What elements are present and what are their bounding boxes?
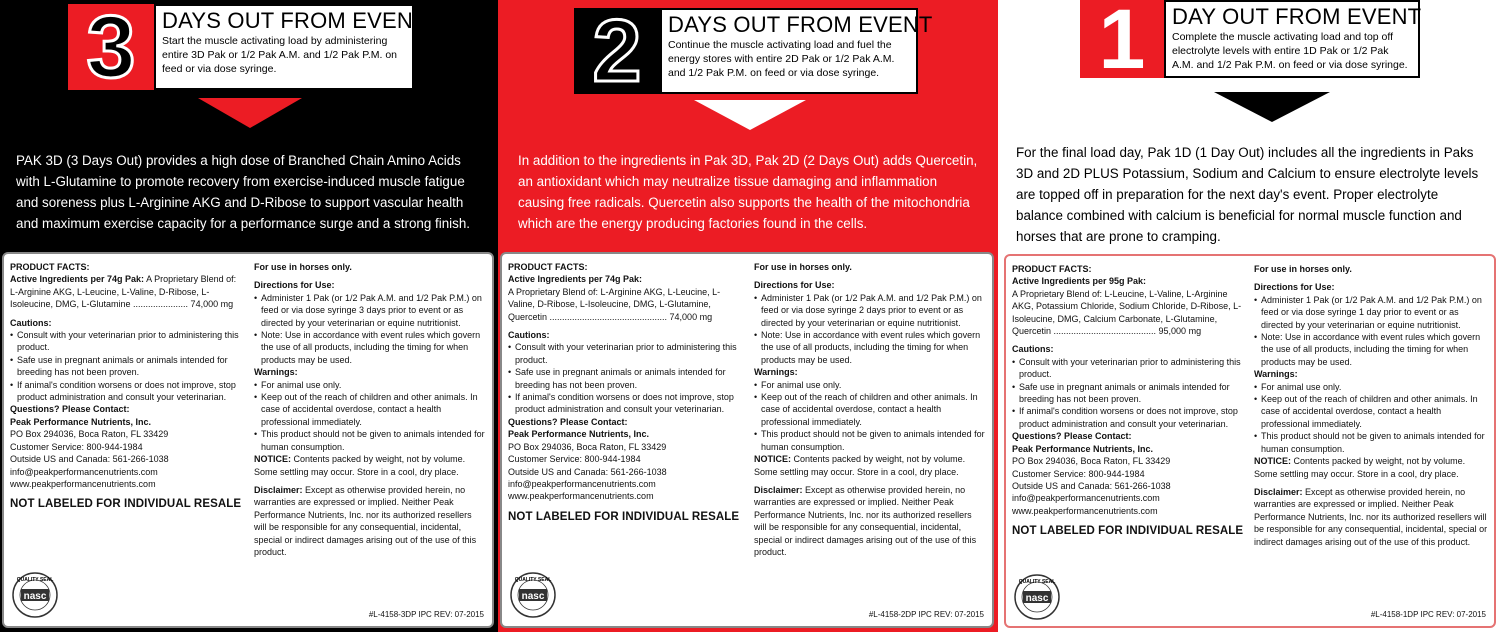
warnings-list bbox=[754, 379, 986, 453]
notice-block bbox=[1254, 455, 1488, 480]
warnings-heading: Warnings: bbox=[754, 367, 798, 378]
panel-3-header bbox=[68, 0, 427, 96]
facts-heading: PRODUCT FACTS: bbox=[508, 262, 588, 272]
company-address: PO Box 294036, Boca Raton, FL 33429 bbox=[1012, 456, 1171, 467]
caution-item: • Consult with your veterinarian prior to administering this product. bbox=[1012, 356, 1246, 381]
disclaimer-text: Except as otherwise provided herein, no warranties are expressed or implied. Neither Peak Performance Nutrients, Inc. nor its authorized resellers will be responsible for any consequential, incidental, special or indirect damages arising out of the use of this product. bbox=[754, 484, 977, 557]
notice-label: NOTICE: bbox=[254, 454, 291, 465]
facts-left-column bbox=[508, 261, 742, 523]
caution-item: • Safe use in pregnant animals or animals intended for breeding has not been proven. bbox=[10, 354, 246, 379]
warnings-list bbox=[1254, 381, 1488, 455]
disclaimer-label: Disclaimer: bbox=[1254, 486, 1303, 497]
notice-label: NOTICE: bbox=[1254, 456, 1291, 467]
day-number: 3 bbox=[86, 0, 136, 96]
direction-note: • Note: Use in accordance with event rules which govern the use of all products, including the timing for when products may be used. bbox=[1254, 331, 1488, 368]
header-box bbox=[660, 8, 933, 94]
warning-item: • Keep out of the reach of children and other animals. In case of accidental overdose, contact a health professional immediately. bbox=[754, 391, 986, 428]
cautions-heading: Cautions: bbox=[508, 330, 550, 341]
outside-us-phone: Outside US and Canada: 561-266-1038 bbox=[508, 466, 667, 477]
cautions-list bbox=[508, 341, 742, 415]
contact-website: www.peakperformancenutrients.com bbox=[508, 491, 654, 502]
horses-only: For use in horses only. bbox=[254, 262, 352, 272]
notice-text: Contents packed by weight, not by volume. Some settling may occur. Store in a cool, dry place. bbox=[254, 454, 466, 477]
company-address: PO Box 294036, Boca Raton, FL 33429 bbox=[508, 441, 667, 452]
company-name: Peak Performance Nutrients, Inc. bbox=[1012, 443, 1154, 454]
facts-right-column bbox=[754, 261, 986, 558]
header-subtitle: Continue the muscle activating load and fuel the energy stores with entire 2D Pak or 1/2 Pak A.M. and 1/2 Pak P.M. on feed or via dose syringe. bbox=[668, 39, 895, 79]
intro-paragraph: For the final load day, Pak 1D (1 Day Out) includes all the ingredients in Paks 3D and 2D PLUS Potassium, Sodium and Calcium to ensure electrolyte levels are topped off in preparation for the next day's event. Proper electrolyte balance combined with calcium is beneficial for normal muscle function and horses that are prone to cramping. bbox=[1016, 145, 1479, 244]
directions-heading: Directions for Use: bbox=[1254, 282, 1335, 293]
seal-mid-text: nasc bbox=[1025, 593, 1049, 604]
disclaimer-label: Disclaimer: bbox=[754, 484, 803, 495]
facts-right-column bbox=[1254, 263, 1488, 548]
notice-text: Contents packed by weight, not by volume. Some settling may occur. Store in a cool, dry place. bbox=[1254, 456, 1466, 479]
cautions-list bbox=[10, 329, 246, 403]
direction-item: • Administer 1 Pak (or 1/2 Pak A.M. and 1/2 Pak P.M.) on feed or via dose syringe 1 day prior to event or as directed by your veterinarian or equine nutritionist. bbox=[1254, 294, 1488, 331]
directions-list bbox=[1254, 294, 1488, 368]
notice-block bbox=[754, 453, 986, 478]
product-facts-box bbox=[1004, 254, 1496, 628]
notice-block bbox=[254, 453, 486, 478]
day-number: 1 bbox=[1098, 0, 1146, 86]
facts-left-column bbox=[1012, 263, 1246, 538]
contact-email: info@peakperformancenutrients.com bbox=[1012, 493, 1160, 504]
disclaimer-block bbox=[754, 484, 986, 558]
not-labeled-notice: NOT LABELED FOR INDIVIDUAL RESALE bbox=[10, 498, 242, 511]
down-arrow-icon bbox=[198, 98, 302, 128]
cautions-list bbox=[1012, 356, 1246, 430]
nasc-quality-seal-icon bbox=[1014, 574, 1060, 620]
not-labeled-notice: NOT LABELED FOR INDIVIDUAL RESALE bbox=[1012, 525, 1244, 538]
label-code: #L-4158-1DP IPC REV: 07-2015 bbox=[1370, 609, 1486, 619]
warning-item: • This product should not be given to animals intended for human consumption. bbox=[1254, 430, 1488, 455]
header-subtitle: Complete the muscle activating load and top off electrolyte levels with entire 1D Pak or 1/2 Pak A.M. and 1/2 Pak P.M. on feed or via dose syringe. bbox=[1172, 31, 1408, 71]
disclaimer-text: Except as otherwise provided herein, no warranties are expressed or implied. Neither Peak Performance Nutrients, Inc. nor its authorized resellers will be responsible for any consequential, incidental, special or indirect damages arising out of the use of this product. bbox=[254, 484, 477, 557]
panel-2-days bbox=[498, 0, 998, 632]
contact-website: www.peakperformancenutrients.com bbox=[1012, 505, 1158, 516]
customer-service-phone: Customer Service: 800-944-1984 bbox=[508, 454, 641, 465]
warning-item: • Keep out of the reach of children and other animals. In case of accidental overdose, contact a health professional immediately. bbox=[254, 391, 486, 428]
directions-heading: Directions for Use: bbox=[754, 280, 835, 291]
disclaimer-block bbox=[1254, 486, 1488, 548]
disclaimer-label: Disclaimer: bbox=[254, 484, 303, 495]
facts-heading: PRODUCT FACTS: bbox=[10, 262, 90, 272]
caution-item: • Consult with your veterinarian prior to administering this product. bbox=[10, 329, 246, 354]
down-arrow-icon bbox=[1214, 92, 1330, 122]
warnings-heading: Warnings: bbox=[254, 367, 298, 378]
notice-label: NOTICE: bbox=[754, 454, 791, 465]
caution-item: • If animal's condition worsens or does not improve, stop product administration and consult your veterinarian. bbox=[508, 391, 742, 416]
day-number-badge bbox=[1080, 0, 1164, 86]
panel-1-header bbox=[1080, 0, 1422, 86]
header-title: DAY OUT FROM EVENT bbox=[1172, 4, 1422, 29]
facts-right-column bbox=[254, 261, 486, 558]
customer-service-phone: Customer Service: 800-944-1984 bbox=[1012, 468, 1145, 479]
seal-top-text: QUALITY SEAL bbox=[16, 577, 54, 583]
day-number-badge bbox=[68, 0, 154, 96]
direction-note: • Note: Use in accordance with event rules which govern the use of all products, including the timing for when products may be used. bbox=[254, 329, 486, 366]
label-code: #L-4158-2DP IPC REV: 07-2015 bbox=[868, 609, 984, 619]
product-facts-box bbox=[500, 252, 994, 628]
warning-item: • Keep out of the reach of children and other animals. In case of accidental overdose, contact a health professional immediately. bbox=[1254, 393, 1488, 430]
ingredients-text: A Proprietary Blend of: L-Leucine, L-Valine, L-Arginine AKG, Potassium Chloride, Sodium Chloride, D-Ribose, L-Isoleucine, DMG, Calcium Carbonate, L-Glutamine, Quercetin ......................................... 95,000 mg bbox=[1012, 288, 1242, 337]
directions-heading: Directions for Use: bbox=[254, 280, 335, 291]
panel-2-header bbox=[574, 1, 933, 100]
ingredients-label: Active Ingredients per 95g Pak: bbox=[1012, 276, 1147, 287]
day-number-badge bbox=[574, 1, 660, 100]
warning-item: • For animal use only. bbox=[254, 379, 486, 391]
contact-website: www.peakperformancenutrients.com bbox=[10, 478, 156, 489]
facts-heading: PRODUCT FACTS: bbox=[1012, 264, 1092, 274]
seal-mid-text: nasc bbox=[521, 591, 545, 602]
cautions-heading: Cautions: bbox=[1012, 344, 1054, 355]
company-address: PO Box 294036, Boca Raton, FL 33429 bbox=[10, 429, 169, 440]
caution-item: • Consult with your veterinarian prior to administering this product. bbox=[508, 341, 742, 366]
warning-item: • For animal use only. bbox=[754, 379, 986, 391]
header-title: DAYS OUT FROM EVENT bbox=[162, 8, 427, 33]
horses-only: For use in horses only. bbox=[1254, 264, 1352, 274]
horses-only: For use in horses only. bbox=[754, 262, 852, 272]
header-subtitle: Start the muscle activating load by administering entire 3D Pak or 1/2 Pak A.M. and 1/2 Pak P.M. on feed or via dose syringe. bbox=[162, 35, 398, 75]
caution-item: • If animal's condition worsens or does not improve, stop product administration and consult your veterinarian. bbox=[10, 379, 246, 404]
nasc-quality-seal-icon bbox=[12, 572, 58, 618]
seal-top-text: QUALITY SEAL bbox=[514, 577, 552, 583]
ingredients-label: Active Ingredients per 74g Pak: bbox=[508, 274, 643, 285]
warnings-list bbox=[254, 379, 486, 453]
label-code: #L-4158-3DP IPC REV: 07-2015 bbox=[368, 609, 484, 619]
product-facts-box bbox=[2, 252, 494, 628]
customer-service-phone: Customer Service: 800-944-1984 bbox=[10, 441, 143, 452]
warning-item: • For animal use only. bbox=[1254, 381, 1488, 393]
notice-text: Contents packed by weight, not by volume. Some settling may occur. Store in a cool, dry place. bbox=[754, 454, 966, 477]
company-name: Peak Performance Nutrients, Inc. bbox=[10, 416, 152, 427]
not-labeled-notice: NOT LABELED FOR INDIVIDUAL RESALE bbox=[508, 510, 740, 523]
header-box bbox=[1164, 0, 1420, 78]
direction-note: • Note: Use in accordance with event rules which govern the use of all products, including the timing for when products may be used. bbox=[754, 329, 986, 366]
intro-paragraph: In addition to the ingredients in Pak 3D, Pak 2D (2 Days Out) adds Quercetin, an antioxidant which may neutralize tissue damaging and inflammation causing free radicals. Quercetin also supports the health of the mitochondria which are the energy producing factories found in the cells. bbox=[518, 153, 978, 231]
day-number: 2 bbox=[592, 1, 642, 100]
direction-item: • Administer 1 Pak (or 1/2 Pak A.M. and 1/2 Pak P.M.) on feed or via dose syringe 3 days prior to event or as directed by your veterinarian or equine nutritionist. bbox=[254, 292, 486, 329]
intro-paragraph: PAK 3D (3 Days Out) provides a high dose of Branched Chain Amino Acids with L-Glutamine to promote recovery from exercise-induced muscle fatigue and soreness plus L-Arginine AKG and D-Ribose to support vascular health and maximum exercise capacity for a performance surge and a strong finish. bbox=[16, 153, 471, 231]
warnings-heading: Warnings: bbox=[1254, 369, 1298, 380]
ingredients-label: Active Ingredients per 74g Pak: bbox=[10, 274, 145, 285]
disclaimer-text: Except as otherwise provided herein, no warranties are expressed or implied. Neither Peak Performance Nutrients, Inc. nor its authorized resellers will be responsible for any consequential, incidental, special or indirect damages arising out of the use of this product. bbox=[1254, 486, 1488, 547]
outside-us-phone: Outside US and Canada: 561-266-1038 bbox=[1012, 480, 1171, 491]
ingredients-text: A Proprietary Blend of: L-Arginine AKG, L-Leucine, L-Valine, D-Ribose, L-Isoleucine, DMG, L-Glutamine, Quercetin ............................................... 74,000 mg bbox=[508, 286, 721, 322]
company-name: Peak Performance Nutrients, Inc. bbox=[508, 429, 650, 440]
header-title: DAYS OUT FROM EVENT bbox=[668, 12, 933, 37]
warning-item: • This product should not be given to animals intended for human consumption. bbox=[754, 428, 986, 453]
header-box bbox=[154, 4, 427, 90]
caution-item: • If animal's condition worsens or does not improve, stop product administration and consult your veterinarian. bbox=[1012, 405, 1246, 430]
contact-email: info@peakperformancenutrients.com bbox=[10, 466, 158, 477]
disclaimer-block bbox=[254, 484, 486, 558]
facts-left-column bbox=[10, 261, 246, 511]
direction-item: • Administer 1 Pak (or 1/2 Pak A.M. and 1/2 Pak P.M.) on feed or via dose syringe 2 days prior to event or as directed by your veterinarian or equine nutritionist. bbox=[754, 292, 986, 329]
nasc-quality-seal-icon bbox=[510, 572, 556, 618]
caution-item: • Safe use in pregnant animals or animals intended for breeding has not been proven. bbox=[1012, 381, 1246, 406]
cautions-heading: Cautions: bbox=[10, 317, 52, 328]
outside-us-phone: Outside US and Canada: 561-266-1038 bbox=[10, 454, 169, 465]
questions-heading: Questions? Please Contact: bbox=[508, 416, 628, 427]
ingredients-block bbox=[10, 273, 246, 310]
directions-list bbox=[254, 292, 486, 366]
caution-item: • Safe use in pregnant animals or animals intended for breeding has not been proven. bbox=[508, 366, 742, 391]
panel-3-days bbox=[0, 0, 498, 632]
panel-1-day bbox=[998, 0, 1500, 632]
directions-list bbox=[754, 292, 986, 366]
questions-heading: Questions? Please Contact: bbox=[10, 404, 130, 415]
seal-mid-text: nasc bbox=[23, 591, 47, 602]
seal-top-text: QUALITY SEAL bbox=[1018, 579, 1056, 585]
contact-email: info@peakperformancenutrients.com bbox=[508, 478, 656, 489]
warning-item: • This product should not be given to animals intended for human consumption. bbox=[254, 428, 486, 453]
questions-heading: Questions? Please Contact: bbox=[1012, 431, 1132, 442]
ingredients-text: A Proprietary Blend of: L-Arginine AKG, L-Leucine, L-Valine, D-Ribose, L-Isoleucine, DMG, L-Glutamine ...................... 74,000 mg bbox=[10, 274, 237, 310]
down-arrow-icon bbox=[694, 100, 806, 130]
